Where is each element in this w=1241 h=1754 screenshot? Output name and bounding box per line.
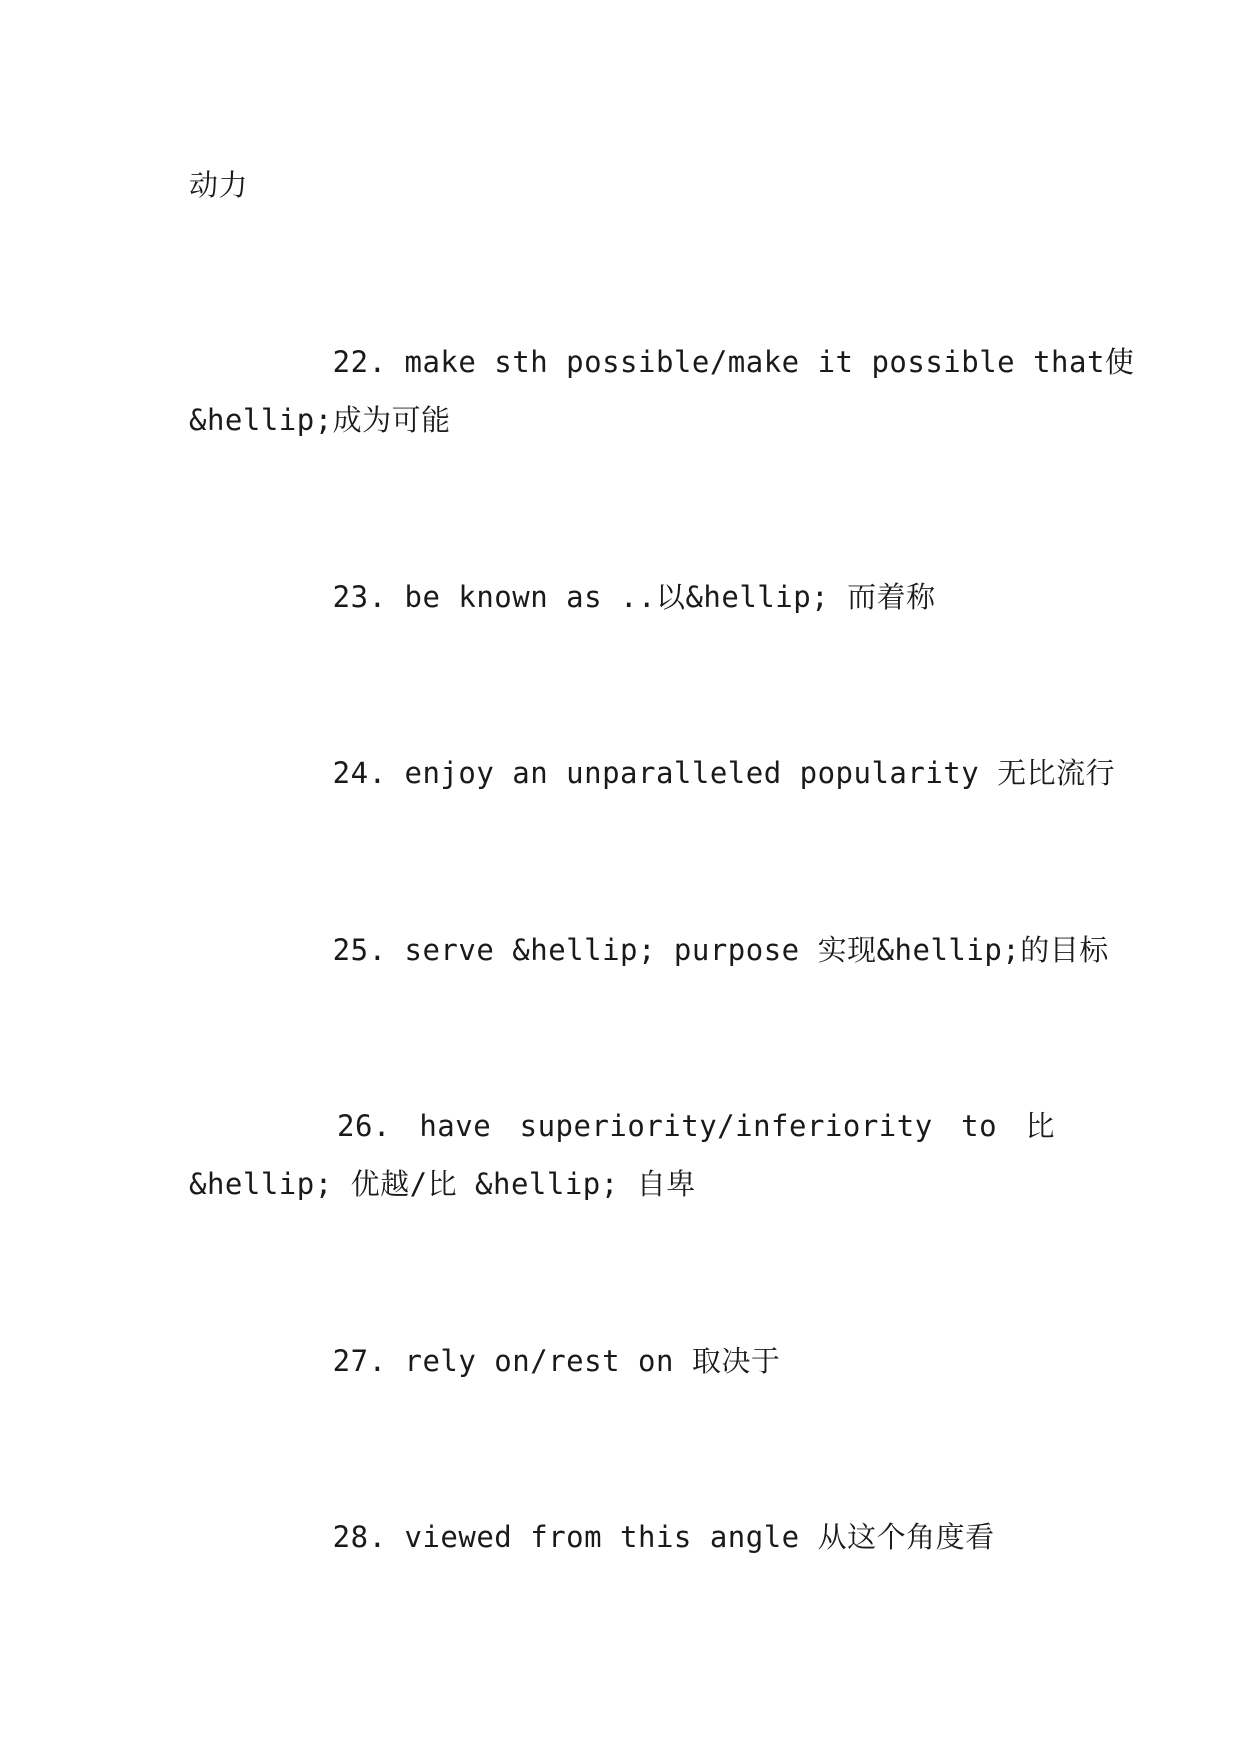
word: to	[961, 1109, 998, 1143]
text-line-item-23: 23. be known as ..以&hellip; 而着称	[189, 580, 936, 614]
text-line: 动力	[189, 168, 249, 202]
text-line-item-22: 22. make sth possible/make it possible that使	[189, 345, 1135, 379]
word: have	[419, 1109, 492, 1143]
text-line-item-27: 27. rely on/rest on 取决于	[189, 1344, 781, 1378]
text-line-item-26	[337, 1097, 1055, 1155]
text-line-item-24: 24. enjoy an unparalleled popularity 无比流行	[189, 756, 1116, 790]
text-line-item-28: 28. viewed from this angle 从这个角度看	[189, 1520, 995, 1554]
text-line-item-22-cont: &hellip;成为可能	[189, 403, 451, 437]
word: 比	[1025, 1109, 1055, 1143]
word: superiority/inferiority	[519, 1109, 933, 1143]
text-line-item-25: 25. serve &hellip; purpose 实现&hellip;的目标	[189, 933, 1109, 967]
word: 26.	[337, 1109, 391, 1143]
text-line-item-26-cont: &hellip; 优越/比 &hellip; 自卑	[189, 1167, 696, 1201]
